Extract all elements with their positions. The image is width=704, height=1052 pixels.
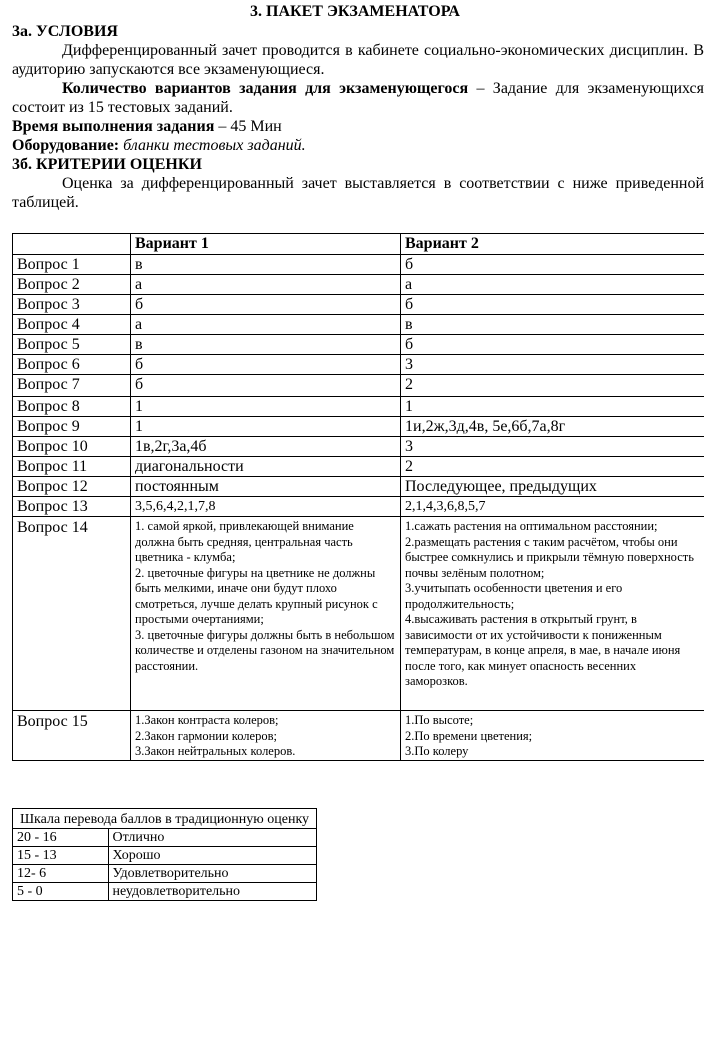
scale-header-row bbox=[13, 809, 317, 829]
variant-1-answer: 1 bbox=[131, 397, 401, 417]
table-row bbox=[13, 355, 704, 375]
variant-1-answer: б bbox=[131, 355, 401, 375]
question-cell: Вопрос 7 bbox=[13, 375, 131, 397]
variant-1-answer: а bbox=[131, 315, 401, 335]
scale-row bbox=[13, 865, 317, 883]
conditions-paragraph: Дифференцированный зачет проводится в кабинете социально-экономических дисциплин. В аудиторию запускаются все экзаменующиеся. bbox=[12, 42, 704, 78]
table-row bbox=[13, 517, 704, 711]
variant-2-answer: в bbox=[401, 315, 704, 335]
variant-1-answer: 1в,2г,3а,4б bbox=[131, 437, 401, 457]
question-cell: Вопрос 9 bbox=[13, 417, 131, 437]
variant-1-answer: б bbox=[131, 295, 401, 315]
question-cell: Вопрос 2 bbox=[13, 275, 131, 295]
grade-name: Удовлетворительно bbox=[108, 865, 317, 883]
table-row bbox=[13, 457, 704, 477]
question-cell: Вопрос 15 bbox=[13, 711, 131, 761]
question-cell: Вопрос 5 bbox=[13, 335, 131, 355]
question-cell: Вопрос 11 bbox=[13, 457, 131, 477]
variant-1-answer: постоянным bbox=[131, 477, 401, 497]
scale-header: Шкала перевода баллов в традиционную оценку bbox=[13, 809, 317, 829]
variant-2-answer: 1.сажать растения на оптимальном расстоянии; 2.размещать растения с таким расчётом, чтобы они быстрее сомкнулись и прикрыли тёмную поверхность почвы зелёным полотном; 3.учитыпать особенности цветения и его продолжительность; 4.высаживать растения в открытый грунт, в зависимости от их устойчивости к пониженным температурам, в конце апреля, в мае, в начале июня после того, как минует опасность весенних заморозков. bbox=[401, 517, 704, 711]
variant-1-answer: 1. самой яркой, привлекающей внимание должна быть средняя, центральная часть цветника - клумба; 2. цветочные фигуры на цветнике не должны быть мелкими, иначе они будут плохо смотреться, лучше делать крупный рисунок с простыми очертаниями; 3. цветочные фигуры должны быть в небольшом количестве и отделены газоном на значительном расстоянии. bbox=[131, 517, 401, 711]
question-cell: Вопрос 3 bbox=[13, 295, 131, 315]
table-row bbox=[13, 397, 704, 417]
variant-2-answer: 2,1,4,3,6,8,5,7 bbox=[401, 497, 704, 517]
question-cell: Вопрос 8 bbox=[13, 397, 131, 417]
score-range: 15 - 13 bbox=[13, 847, 109, 865]
answers-table bbox=[12, 233, 704, 761]
table-row bbox=[13, 711, 704, 761]
variant-2-answer: 1и,2ж,3д,4в, 5е,6б,7а,8г bbox=[401, 417, 704, 437]
variant-2-answer: а bbox=[401, 275, 704, 295]
variants-text: – Задание для экзаменующихся состоит из 15 тестовых заданий. bbox=[12, 80, 704, 116]
time-paragraph bbox=[12, 117, 704, 136]
table-row bbox=[13, 335, 704, 355]
table-row bbox=[13, 275, 704, 295]
table-row bbox=[13, 375, 704, 397]
question-cell: Вопрос 10 bbox=[13, 437, 131, 457]
question-cell: Вопрос 14 bbox=[13, 517, 131, 711]
table-row bbox=[13, 477, 704, 497]
header-variant-1: Вариант 1 bbox=[131, 234, 401, 255]
grade-scale-table bbox=[12, 808, 317, 901]
equipment-text: бланки тестовых заданий. bbox=[119, 137, 306, 154]
variant-2-answer: 1 bbox=[401, 397, 704, 417]
variants-label: Количество вариантов задания для экзаменующегося bbox=[62, 80, 469, 97]
question-cell: Вопрос 6 bbox=[13, 355, 131, 375]
document-page bbox=[12, 0, 704, 899]
variant-2-answer: б bbox=[401, 295, 704, 315]
score-range: 5 - 0 bbox=[13, 883, 109, 901]
variant-1-answer: в bbox=[131, 335, 401, 355]
variant-2-answer: 3 bbox=[401, 437, 704, 457]
time-text: – 45 Мин bbox=[214, 118, 282, 135]
section-a-heading: 3а. УСЛОВИЯ bbox=[12, 23, 118, 40]
table-row bbox=[13, 255, 704, 275]
equipment-paragraph bbox=[12, 136, 704, 155]
score-range: 12- 6 bbox=[13, 865, 109, 883]
table-row bbox=[13, 497, 704, 517]
variant-1-answer: 1 bbox=[131, 417, 401, 437]
page-title: 3. ПАКЕТ ЭКЗАМЕНАТОРА bbox=[250, 3, 460, 20]
time-label: Время выполнения задания bbox=[12, 118, 215, 135]
variant-2-answer: 3 bbox=[401, 355, 704, 375]
scale-row bbox=[13, 883, 317, 901]
variant-1-answer: 3,5,6,4,2,1,7,8 bbox=[131, 497, 401, 517]
variant-1-answer: 1.Закон контраста колеров; 2.Закон гармонии колеров; 3.Закон нейтральных колеров. bbox=[131, 711, 401, 761]
variant-1-answer: а bbox=[131, 275, 401, 295]
header-variant-2: Вариант 2 bbox=[401, 234, 704, 255]
variant-1-answer: в bbox=[131, 255, 401, 275]
variant-2-answer: 2 bbox=[401, 457, 704, 477]
criteria-paragraph: Оценка за дифференцированный зачет выставляется в соответствии с ниже приведенной таблицей. bbox=[12, 175, 704, 211]
equipment-label: Оборудование: bbox=[12, 137, 120, 154]
variant-2-answer: Последующее, предыдущих bbox=[401, 477, 704, 497]
score-range: 20 - 16 bbox=[13, 829, 109, 847]
question-cell: Вопрос 4 bbox=[13, 315, 131, 335]
answers-header-row bbox=[13, 234, 704, 255]
scale-row bbox=[13, 829, 317, 847]
table-row bbox=[13, 315, 704, 335]
question-cell: Вопрос 12 bbox=[13, 477, 131, 497]
section-b-heading: 3б. КРИТЕРИИ ОЦЕНКИ bbox=[12, 156, 202, 173]
variant-1-answer: б bbox=[131, 375, 401, 397]
question-cell: Вопрос 1 bbox=[13, 255, 131, 275]
scale-row bbox=[13, 847, 317, 865]
variant-2-answer: б bbox=[401, 335, 704, 355]
variant-2-answer: б bbox=[401, 255, 704, 275]
grade-name: Хорошо bbox=[108, 847, 317, 865]
header-cell-empty bbox=[13, 234, 131, 255]
question-cell: Вопрос 13 bbox=[13, 497, 131, 517]
variant-2-answer: 1.По высоте; 2.По времени цветения; 3.По колеру bbox=[401, 711, 704, 761]
variants-paragraph bbox=[12, 79, 704, 117]
table-row bbox=[13, 417, 704, 437]
table-row bbox=[13, 295, 704, 315]
table-row bbox=[13, 437, 704, 457]
variant-2-answer: 2 bbox=[401, 375, 704, 397]
grade-name: неудовлетворительно bbox=[108, 883, 317, 901]
grade-name: Отлично bbox=[108, 829, 317, 847]
variant-1-answer: диагональности bbox=[131, 457, 401, 477]
